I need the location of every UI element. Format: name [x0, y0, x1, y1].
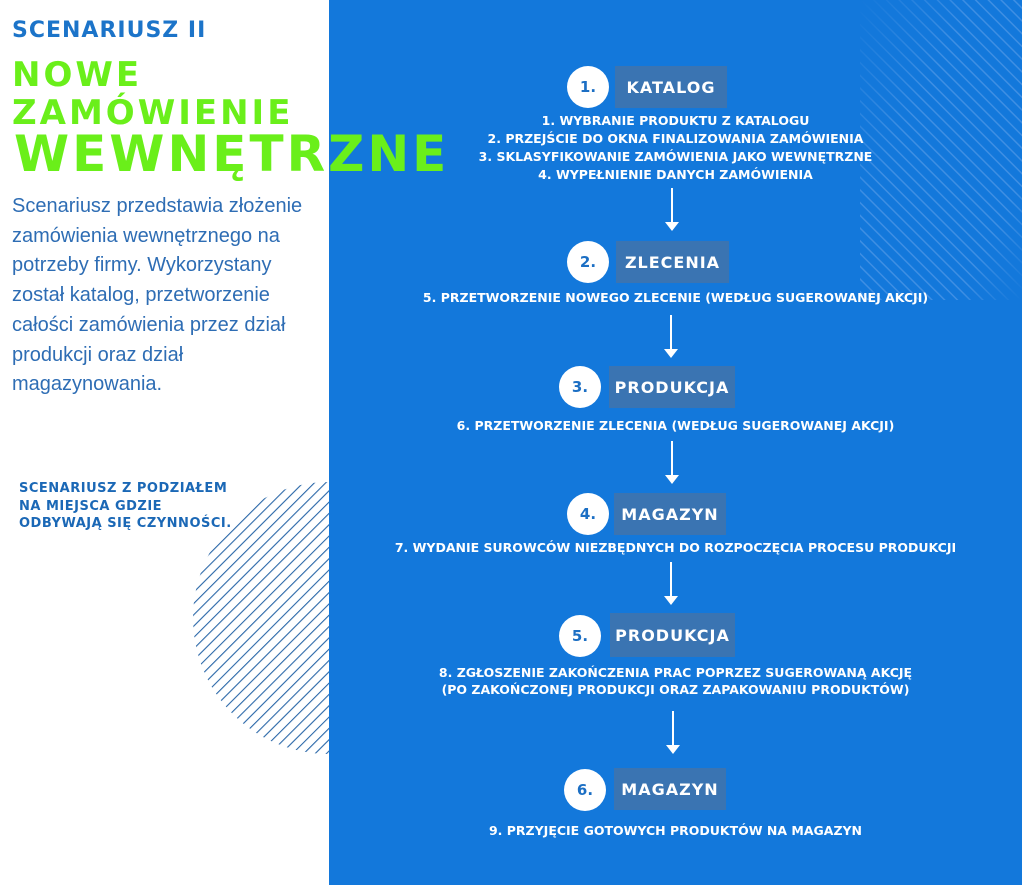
- step-1-action-2: 2. PRZEJŚCIE DO OKNA FINALIZOWANIA ZAMÓWIENIA: [487, 131, 864, 146]
- down-arrow-icon: [662, 188, 682, 232]
- step-4-action-1: 7. WYDANIE SUROWCÓW NIEZBĘDNYCH DO ROZPOCZĘCIA PROCESU PRODUKCJI: [394, 540, 957, 555]
- step-5-action-2: (PO ZAKOŃCZONEJ PRODUKCJI ORAZ ZAPAKOWANIU PRODUKTÓW): [441, 682, 910, 697]
- down-arrow-icon: [662, 441, 682, 485]
- step-5-action-1: 8. ZGŁOSZENIE ZAKOŃCZENIA PRAC POPRZEZ SUGEROWANĄ AKCJĘ: [438, 665, 913, 680]
- step-3-number: 3.: [559, 366, 601, 408]
- step-4-number: 4.: [567, 493, 609, 535]
- step-5-label: PRODUKCJA: [610, 613, 735, 657]
- step-1-action-1: 1. WYBRANIE PRODUKTU Z KATALOGU: [541, 113, 810, 128]
- scenario-description: Scenariusz przedstawia złożenie zamówienia wewnętrznego na potrzeby firmy. Wykorzystany został katalog, przetworzenie całości zamówienia przez dział produkcji oraz dział magazynowania.: [12, 195, 303, 396]
- step-5-number: 5.: [559, 615, 601, 657]
- side-note: SCENARIUSZ Z PODZIAŁEM NA MIEJSCA GDZIE ODBYWAJĄ SIĘ CZYNNOŚCI.: [19, 481, 232, 531]
- step-2-number: 2.: [567, 241, 609, 283]
- down-arrow-icon: [661, 315, 681, 359]
- step-1-label: KATALOG: [615, 66, 727, 108]
- step-4-label: MAGAZYN: [614, 493, 726, 535]
- down-arrow-icon: [661, 562, 681, 606]
- step-6-number: 6.: [564, 769, 606, 811]
- title-line-3: WEWNĘTRZNE: [14, 125, 450, 183]
- step-1-number: 1.: [567, 66, 609, 108]
- step-6-action-1: 9. PRZYJĘCIE GOTOWYCH PRODUKTÓW NA MAGAZYN: [488, 823, 863, 838]
- scenario-subtitle: SCENARIUSZ II: [12, 18, 207, 43]
- title-line-1: NOWE: [12, 55, 143, 95]
- step-1-action-3: 3. SKLASYFIKOWANIE ZAMÓWIENIA JAKO WEWNĘTRZNE: [478, 149, 873, 164]
- step-2-label: ZLECENIA: [616, 241, 729, 283]
- step-6-label: MAGAZYN: [614, 768, 726, 810]
- down-arrow-icon: [663, 711, 683, 755]
- step-3-action-1: 6. PRZETWORZENIE ZLECENIA (WEDŁUG SUGEROWANEJ AKCJI): [456, 418, 895, 433]
- title-line-2: ZAMÓWIENIE: [12, 93, 294, 133]
- step-3-label: PRODUKCJA: [609, 366, 735, 408]
- step-2-action-1: 5. PRZETWORZENIE NOWEGO ZLECENIE (WEDŁUG SUGEROWANEJ AKCJI): [422, 290, 929, 305]
- step-1-action-4: 4. WYPEŁNIENIE DANYCH ZAMÓWIENIA: [538, 167, 813, 182]
